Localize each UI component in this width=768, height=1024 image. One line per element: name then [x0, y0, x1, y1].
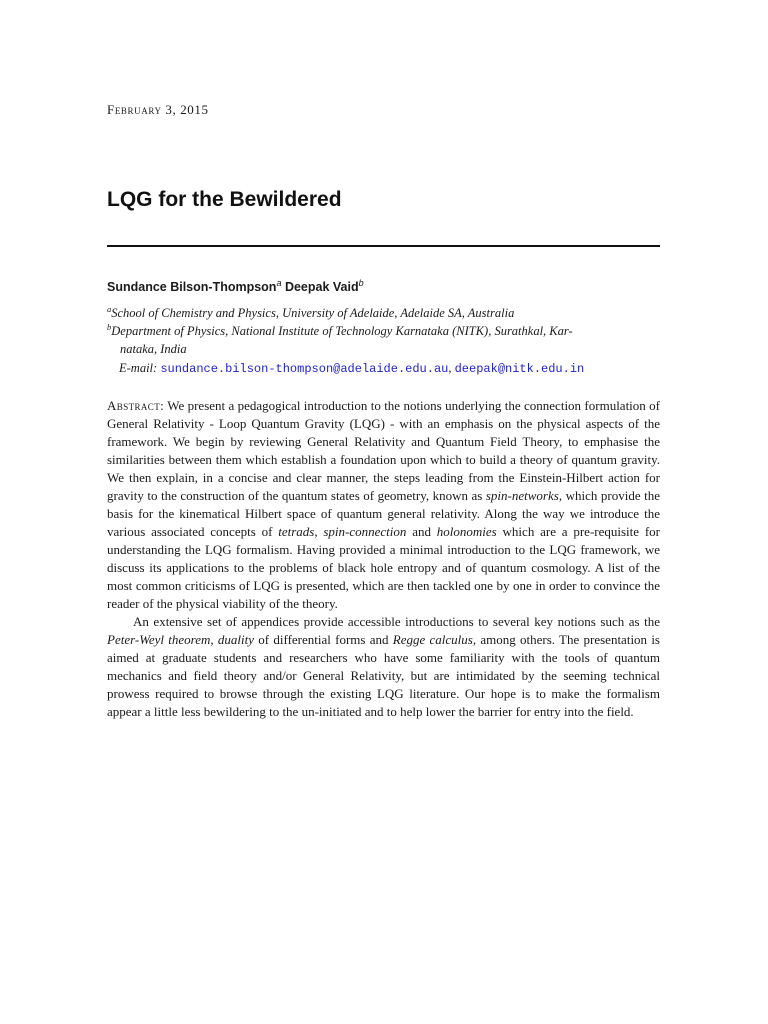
abstract-emphasis: holonomies — [436, 524, 497, 539]
author-affiliation-mark: a — [276, 278, 282, 288]
abstract-emphasis: spin-connection — [323, 524, 407, 539]
author-list — [107, 278, 364, 294]
abstract-emphasis: spin-networks — [485, 488, 559, 503]
affiliation-text-line1: Department of Physics, National Institute of Technology Karnataka (NITK), Surathkal, Kar- — [111, 324, 573, 339]
abstract-emphasis: tetrads — [278, 524, 315, 539]
abstract-text: , — [210, 632, 218, 647]
affiliation-text-line2: nataka, India — [120, 342, 187, 357]
affiliation-b — [107, 318, 660, 358]
publication-date: February 3, 2015 — [107, 102, 209, 117]
email-label: E-mail: — [119, 361, 158, 375]
abstract-text: which are a pre-requisite for understanding the LQG formalism. Having provided a minimal introduction to the LQG framework, we discuss its applications to the problems of black hole entropy and of quantum cosmology. A list of the most common criticisms of LQG is presented, which are then tackled one by one in order to convince the reader of the physical viability of the theory. — [107, 524, 660, 611]
affiliation-mark: b — [107, 322, 112, 332]
abstract-emphasis: Regge calculus — [392, 632, 473, 647]
abstract-emphasis: duality — [217, 632, 255, 647]
abstract-heading: Abstract: — [107, 398, 165, 413]
email-line — [119, 361, 584, 376]
title-rule — [107, 245, 660, 247]
abstract-text: , which provide the basis for the kinematical Hilbert space of quantum general relativity. Along the way we introduce the various associated concepts of — [107, 488, 660, 539]
email-link-bilson-thompson[interactable]: sundance.bilson-thompson@adelaide.edu.au — [160, 362, 449, 376]
affiliation-text: School of Chemistry and Physics, University of Adelaide, Adelaide SA, Australia — [111, 306, 515, 321]
abstract-emphasis: Peter-Weyl theorem — [107, 632, 211, 647]
abstract-text: , — [314, 524, 324, 539]
email-link-vaid[interactable]: deepak@nitk.edu.in — [454, 362, 585, 376]
author-affiliation-mark: b — [358, 278, 364, 288]
author-name: Sundance Bilson-Thompson — [107, 280, 277, 295]
paper-title: LQG for the Bewildered — [107, 188, 342, 211]
abstract-paragraph-1 — [107, 397, 660, 613]
abstract-text: , among others. The presentation is aimed at graduate students and researchers who have some familiarity with the tools of quantum mechanics and field theory and/or General Relativity, but are intimidated by the seeming technical prowess required to browse through the existing LQG literature. Our hope is to make the formalism appear a little less bewildering to the un-initiated and to help lower the barrier for entry into the field. — [107, 632, 660, 719]
abstract-text: We present a pedagogical introduction to the notions underlying the connection formulation of General Relativity - Loop Quantum Gravity (LQG) - with an emphasis on the physical aspects of the framework. We begin by reviewing General Relativity and Quantum Field Theory, to emphasise the similarities between them which establish a foundation upon which to build a theory of quantum gravity. We then explain, in a concise and clear manner, the steps leading from the Einstein-Hilbert action for gravity to the construction of the quantum states of geometry, known as — [107, 398, 660, 503]
affiliation-mark: a — [107, 304, 112, 314]
email-separator: , — [448, 361, 455, 375]
abstract-paragraph-2 — [107, 613, 660, 721]
abstract-text: and — [406, 524, 437, 539]
abstract — [107, 397, 660, 721]
abstract-text: of differential forms and — [254, 632, 393, 647]
abstract-text: An extensive set of appendices provide accessible introductions to several key notions such as the — [133, 614, 660, 629]
author-name: Deepak Vaid — [284, 280, 359, 295]
